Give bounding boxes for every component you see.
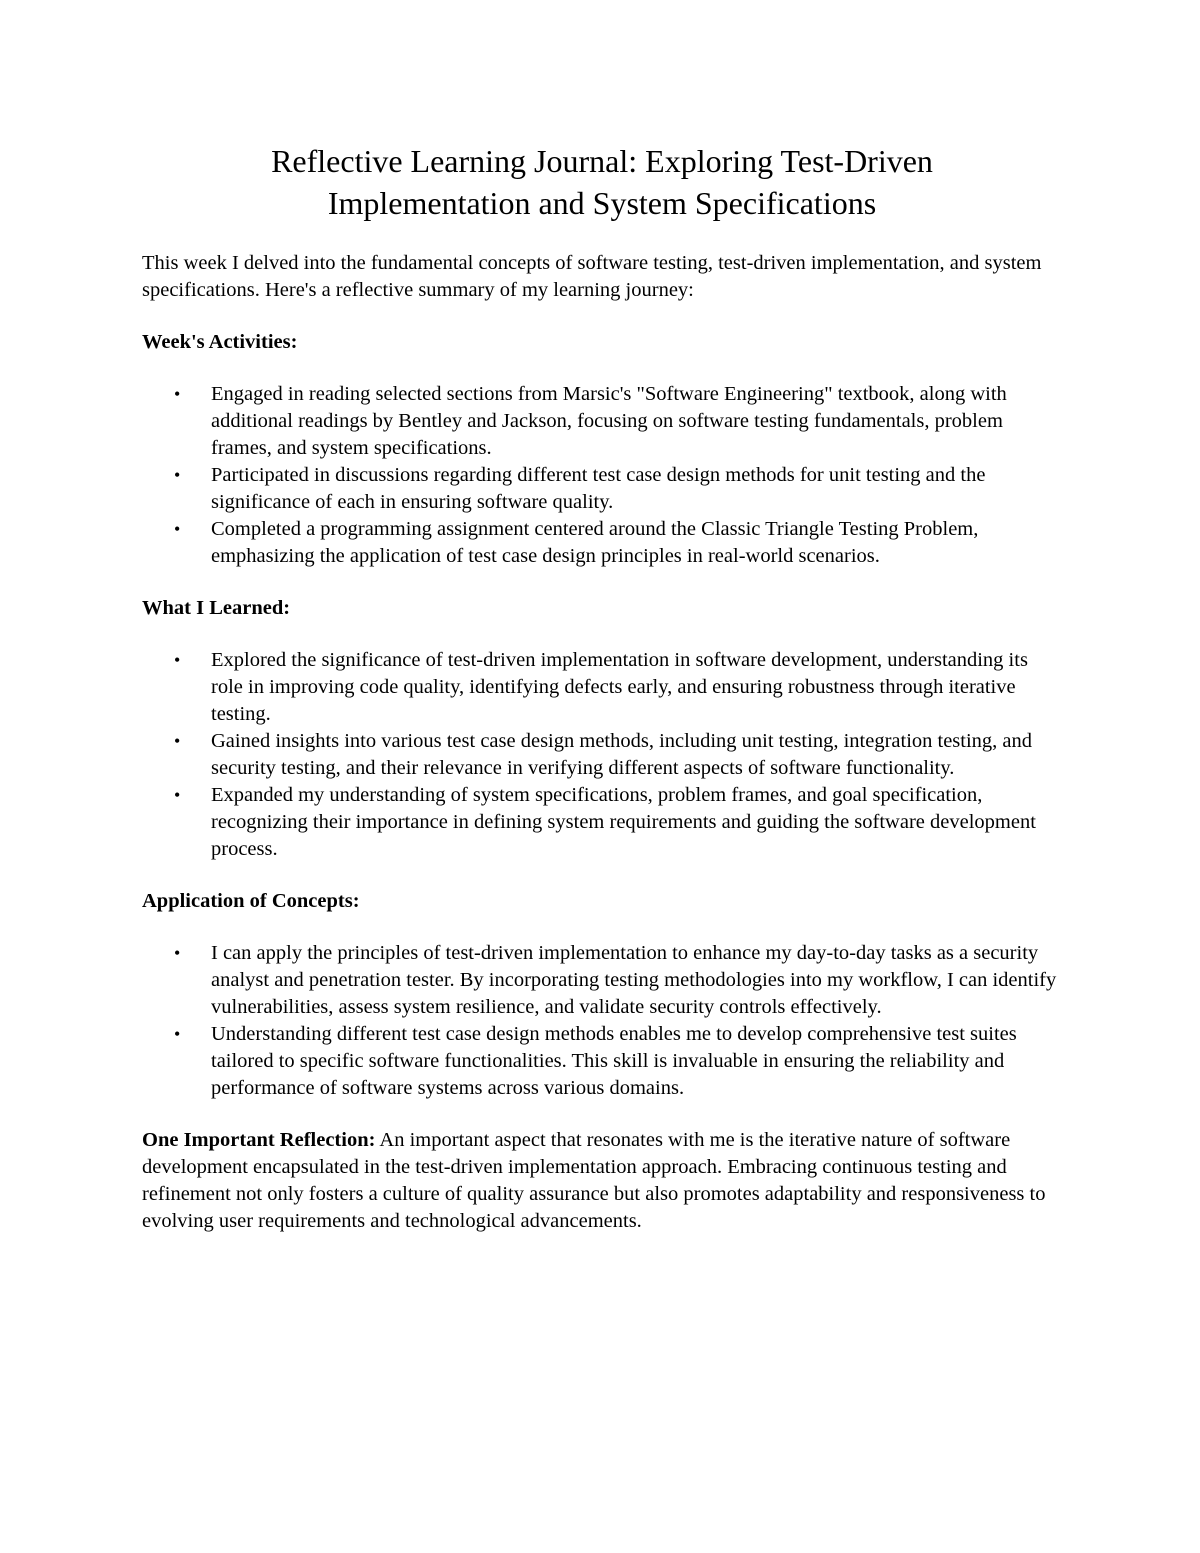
document-title [142, 140, 1062, 224]
learned-list [142, 647, 1062, 863]
list-item [142, 1021, 1062, 1102]
list-item [142, 940, 1062, 1021]
list-item-text: Completed a programming assignment centered around the Classic Triangle Testing Problem, emphasizing the application of test case design principles in real-world scenarios. [211, 518, 979, 567]
list-item [142, 516, 1062, 570]
bullet-icon: • [174, 1024, 181, 1044]
bullet-icon: • [174, 519, 181, 539]
section-heading-weeks-activities: Week's Activities: [142, 331, 298, 353]
intro-paragraph: This week I delved into the fundamental concepts of software testing, test-driven implementation, and system specifications. Here's a reflective summary of my learning journey: [142, 252, 1042, 301]
list-item [142, 782, 1062, 863]
list-item [142, 647, 1062, 728]
list-item-text: Explored the significance of test-driven implementation in software development, understanding its role in improving code quality, identifying defects early, and ensuring robustness through iterative testing. [211, 649, 1028, 725]
section-heading-application-of-concepts: Application of Concepts: [142, 890, 360, 912]
title-line-1: Reflective Learning Journal: Exploring Test-Driven [271, 143, 933, 179]
list-item-text: I can apply the principles of test-driven implementation to enhance my day-to-day tasks as a security analyst and penetration tester. By incorporating testing methodologies into my workflow, I can identify vulnerabilities, assess system resilience, and validate security controls effectively. [211, 942, 1057, 1018]
list-item-text: Engaged in reading selected sections from Marsic's "Software Engineering" textbook, along with additional readings by Bentley and Jackson, focusing on software testing fundamentals, problem frames, and system specifications. [211, 383, 1007, 459]
section-heading-what-i-learned: What I Learned: [142, 597, 291, 619]
list-item [142, 462, 1062, 516]
list-item-text: Gained insights into various test case design methods, including unit testing, integration testing, and security testing, and their relevance in verifying different aspects of software functionality. [211, 730, 1033, 779]
document-page [142, 140, 1062, 1260]
list-item [142, 728, 1062, 782]
list-item-text: Understanding different test case design methods enables me to develop comprehensive test suites tailored to specific software functionalities. This skill is invaluable in ensuring the reliability and performance of software systems across various domains. [211, 1023, 1017, 1099]
bullet-icon: • [174, 650, 181, 670]
bullet-icon: • [174, 731, 181, 751]
reflection-paragraph [142, 1127, 1062, 1235]
bullet-icon: • [174, 943, 181, 963]
reflection-text: An important aspect that resonates with me is the iterative nature of software development encapsulated in the test-driven implementation approach. Embracing continuous testing and refinement not only fosters a culture of quality assurance but also promotes adaptability and responsiveness to evolving user requirements and technological advancements. [142, 1129, 1046, 1232]
list-item [142, 381, 1062, 462]
title-line-2: Implementation and System Specifications [327, 185, 877, 221]
bullet-icon: • [174, 465, 181, 485]
activities-list [142, 381, 1062, 570]
reflection-label: One Important Reflection: [142, 1129, 376, 1151]
bullet-icon: • [174, 384, 181, 404]
list-item-text: Participated in discussions regarding different test case design methods for unit testing and the significance of each in ensuring software quality. [211, 464, 986, 513]
list-item-text: Expanded my understanding of system specifications, problem frames, and goal specification, recognizing their importance in defining system requirements and guiding the software development process. [211, 784, 1036, 860]
application-list [142, 940, 1062, 1102]
bullet-icon: • [174, 785, 181, 805]
